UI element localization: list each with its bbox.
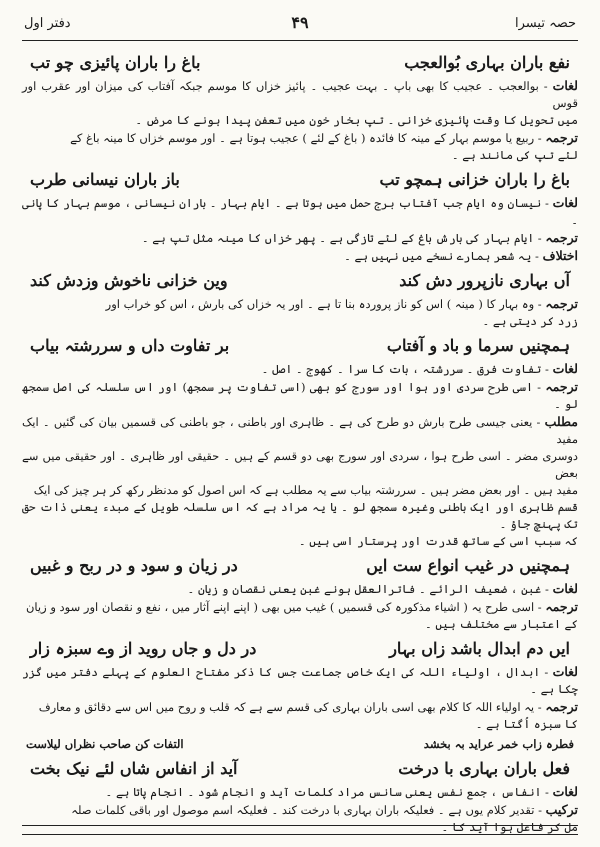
text-line (22, 801, 578, 819)
header-left: دفتر اول (24, 16, 71, 31)
couplet-first-half: فطرہ زاب خمر عراید بہ بخشد (423, 737, 574, 751)
line-text: - ربیع یا موسم بہار کے مینہ کا فائدہ ( باغ کے لئے ) عجیب ہوتا ہے ۔ اور موسم خزاں کا مینہ باغ کے (70, 131, 546, 145)
line-text: لئے تپ کی مانند ہے ۔ (451, 148, 578, 162)
text-line (22, 378, 578, 413)
line-text: - انفاس ، جمع نفس یعنی سانس مراد کلمات آید و انجام شود ۔ انجام پاتا ہے ۔ (105, 785, 553, 799)
section-label: لغات (552, 361, 578, 376)
couplet-second-half: در زیان و سود و در ربح و غبیں (30, 556, 238, 575)
couplet-second-half: وین خزانی ناخوش وزدش کند (30, 271, 228, 290)
line-text: میں تحویل کا وقت پائیزی خزانی ۔ تپ بخار خون میں تعفن پیدا ہونے کا مرض ۔ (135, 113, 578, 127)
footer-rule (22, 825, 578, 835)
line-text: - یہ شعر ہمارے نسخے میں نہیں ہے ۔ (344, 249, 543, 263)
line-text: کے اعتبار سے مختلف ہیں ۔ (424, 617, 578, 631)
line-text: - ایام بہار کی بارش باغ کے لئے تازگی ہے ۔ پھر خزاں کا مینہ مثل تپ ہے ۔ (141, 231, 546, 245)
couplet (30, 268, 570, 294)
couplet-first-half: فعل باران بہاری با درخت (398, 759, 570, 778)
text-line (22, 360, 578, 378)
section-label: اختلاف (542, 248, 578, 263)
couplet-second-half: در دل و جاں روید از وے سبزہ زار (30, 639, 257, 658)
section-label: ترکیب (545, 802, 578, 817)
section-label: ترجمہ (545, 379, 578, 394)
section-label: ترجمہ (545, 699, 578, 714)
text-line (22, 716, 578, 733)
section-label: لغات (552, 581, 578, 596)
couplet (30, 756, 570, 782)
line-text: - اسی طرح سردی اور ہوا اور سورج کو بھی (اسی تفاوت پر سمجھ) اور اس سلسلہ کی اصل سمجھ لو ۔ (22, 380, 578, 411)
section-label: لغات (552, 664, 578, 679)
couplet-first-half: باغ را باران خزانی ہمچو تب (379, 170, 570, 189)
couplet-second-half: باز باران نیسانی طرب (30, 170, 180, 189)
couplet (30, 167, 570, 193)
line-text: - اسی طرح یہ ( اشیاء مذکورہ کی قسمیں ) غیب میں بھی ( اپنے اپنے آثار میں ، نفع و نقصان اور سود و زیان (25, 600, 546, 614)
text-line (22, 448, 578, 482)
page (22, 10, 578, 835)
text-line (22, 413, 578, 448)
text-line (22, 663, 578, 698)
line-text: - بوالعجب ۔ عجیب کا بھی باپ ۔ بہت عجیب ۔ پائیز خزاں کا موسم جبکہ آفتاب کی میزان اور عقرب اور قوس (22, 79, 578, 110)
text-line (22, 499, 578, 533)
couplet-first-half: آں بہاری نازپرور دش کند (399, 271, 570, 290)
line-text: - تقدیر کلام یوں ہے ۔ فعلیکہ باران بہاری با درخت کند ۔ فعلیکہ اسم موصول اور باقی کلمات صلہ (71, 803, 546, 817)
section-label: لغات (552, 784, 578, 799)
couplet (26, 735, 574, 753)
text-line (22, 129, 578, 147)
text-line (22, 482, 578, 499)
couplet-second-half: بر تفاوت داں و سررشتہ بیاب (30, 336, 230, 355)
text-line (22, 112, 578, 129)
couplet-first-half: نفع باران بہاری بُوالعجب (404, 53, 570, 72)
text-line (22, 580, 578, 598)
section-label: لغات (552, 195, 578, 210)
couplet-first-half: ایں دم ابدال باشد زاں بہار (389, 639, 570, 658)
line-text: زرد کر دیتی ہے ۔ (482, 314, 578, 328)
couplet-second-half: باغ را باران پائیزی چو تب (30, 53, 201, 72)
page-body (22, 41, 578, 836)
line-text: - ابدال ، اولیاء اللہ کی ایک خاص جماعت جس کا ذکر مفتاح العلوم کے پہلے دفتر میں گزر چکا ہے ۔ (22, 665, 578, 696)
line-text: مل کر فاعل ہوا آید کا ۔ (441, 820, 578, 834)
text-line (22, 194, 578, 229)
line-text: - تفاوت فرق ۔ سررشتہ ، بات کا سرا ۔ کھوج ۔ اصل ۔ (261, 362, 553, 376)
line-text: کہ سبب اسی کے ساتھ قدرت اور پرستار اسی ہیں ۔ (298, 534, 578, 548)
couplet (30, 50, 570, 76)
line-text: قسم ظاہری اور ایک باطنی وغیرہ سمجھ لو ۔ یا یہ مراد ہے کہ اس سلسلہ طویل کے مبدء یعنی ذات حق تک پہنچ جاؤ ۔ (22, 500, 578, 531)
line-text: - غبن ، ضعیف الرائے ۔ فاترالعقل ہونے غبن یعنی نقصان و زیان ۔ (187, 582, 553, 596)
text-line (22, 698, 578, 716)
page-header (22, 10, 578, 41)
text-line (22, 783, 578, 801)
couplet-first-half: ہمچنیں سرما و باد و آفتاب (386, 336, 570, 355)
couplet-second-half: التفات کن صاحب نظراں لیلاست (26, 737, 184, 751)
section-label: مطلب (544, 414, 578, 429)
text-line (22, 598, 578, 616)
couplet-first-half: ہمچنیں در غیب انواع ست ایں (366, 556, 570, 575)
line-text: دوسری مضر ۔ اسی طرح ہوا ، سردی اور سورج بھی دو قسم کے ہیں ۔ حقیقی اور ظاہری ۔ اور حقیقی میں سے بعض (22, 449, 578, 480)
text-line (22, 313, 578, 330)
page-number: ۴۹ (291, 13, 309, 32)
line-text: - یعنی جیسی طرح بارش دو طرح کی ہے ۔ ظاہری اور باطنی ، جو باطنی کی قسمیں بیان کی گئیں ۔ ایک مفید (22, 415, 578, 446)
couplet (30, 333, 570, 359)
line-text: مفید ہیں ۔ اور بعض مضر ہیں ۔ سررشتہ بیاب سے یہ مطلب ہے کہ اس اصول کو مدنظر رکھ کر ہر چیز کی ایک (33, 483, 578, 497)
text-line (22, 77, 578, 112)
header-right: حصہ تیسرا (515, 16, 576, 31)
text-line (22, 295, 578, 313)
section-label: لغات (552, 78, 578, 93)
text-line (22, 229, 578, 247)
section-label: ترجمہ (545, 230, 578, 245)
couplet-second-half: آید از انفاس شاں لئے نیک بخت (30, 759, 238, 778)
text-line (22, 247, 578, 265)
section-label: ترجمہ (545, 130, 578, 145)
line-text: - یہ اولیاء اللہ کا کلام بھی اسی باران بہاری کی قسم سے ہے کہ قلب و روح میں اس سے دقائق و معارف (38, 700, 546, 714)
line-text: کا سبزہ اُگتا ہے ۔ (475, 717, 578, 731)
text-line (22, 616, 578, 633)
section-label: ترجمہ (545, 599, 578, 614)
line-text: - نیسان وہ ایام جب آفتاب برج حمل میں ہوتا ہے ۔ ایام بہار ۔ باران نیسانی ، موسم بہار کا پانی ۔ (22, 196, 578, 227)
line-text: - وہ بہار کا ( مینہ ) اس کو ناز پروردہ بنا تا ہے ۔ اور یہ خزاں کی بارش ، اس کو خراب اور (105, 297, 546, 311)
text-line (22, 147, 578, 164)
section-label: ترجمہ (545, 296, 578, 311)
couplet (30, 553, 570, 579)
text-line (22, 533, 578, 550)
couplet (30, 636, 570, 662)
